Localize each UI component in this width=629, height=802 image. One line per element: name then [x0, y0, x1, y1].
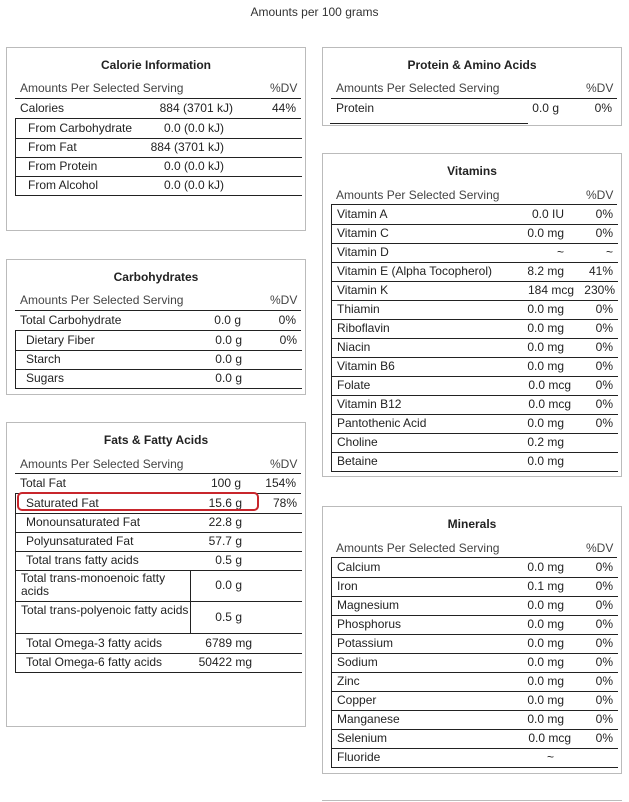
panel-title: Carbohydrates — [113, 270, 199, 284]
nutrient-dv: 0% — [595, 636, 613, 650]
nutrient-dv: 0% — [595, 731, 613, 745]
nutrient-dv: 0% — [595, 359, 613, 373]
nutrient-value: 22.8 g — [208, 515, 242, 529]
nutrient-dv: 78% — [272, 496, 297, 510]
nutrient-value: 0.1 mg — [527, 579, 564, 593]
nutrient-dv: 0% — [595, 226, 613, 240]
nutrient-row — [331, 748, 618, 768]
nutrient-dv: 230% — [584, 283, 615, 297]
nutrient-label: Vitamin A — [337, 207, 388, 221]
panel-title: Vitamins — [447, 164, 497, 178]
nutrient-row — [15, 119, 302, 139]
panel-title: Calorie Information — [100, 58, 211, 72]
nutrient-label: Vitamin B6 — [337, 359, 395, 373]
nutrient-label: Dietary Fiber — [26, 333, 95, 347]
nutrient-label: Total Omega-3 fatty acids — [26, 636, 163, 650]
nutrient-value: 0.2 mg — [527, 435, 564, 449]
cell-divider — [190, 602, 191, 633]
nutrient-value: 0.0 mg — [527, 454, 564, 468]
panel-title: Protein & Amino Acids — [407, 58, 537, 72]
nutrient-row — [15, 331, 302, 351]
nutrient-value: ~ — [546, 750, 554, 764]
nutrient-row — [15, 157, 302, 177]
nutrient-value: 0.5 g — [215, 553, 242, 567]
nutrient-label: Total trans fatty acids — [26, 553, 139, 567]
nutrient-label: Polyunsaturated Fat — [26, 534, 134, 548]
column-header-dv: %DV — [270, 457, 298, 471]
nutrient-dv: 0% — [595, 340, 613, 354]
nutrient-value: 15.6 g — [208, 496, 242, 510]
column-header-label: Amounts Per Selected Serving — [336, 81, 500, 95]
nutrient-row — [331, 395, 618, 415]
nutrient-value: 0.0 mg — [527, 617, 564, 631]
nutrient-row — [331, 262, 618, 282]
nutrient-row — [331, 710, 618, 730]
nutrient-label: Total trans-polyenoic fatty acids — [21, 603, 189, 617]
nutrient-row — [15, 176, 302, 196]
nutrient-label: Calories — [20, 101, 65, 115]
nutrient-value: 0.0 mg — [527, 321, 564, 335]
nutrient-row — [331, 615, 618, 635]
nutrient-value: 884 (3701 kJ) — [150, 140, 224, 154]
nutrient-value: 100 g — [210, 476, 241, 490]
nutrient-row — [15, 350, 302, 370]
nutrient-dv: 0% — [595, 655, 613, 669]
nutrient-dv: 0% — [595, 712, 613, 726]
nutrient-value: 0.0 mcg — [528, 397, 571, 411]
nutrient-row — [15, 532, 302, 552]
nutrient-label: Sodium — [337, 655, 378, 669]
nutrient-dv: 0% — [595, 302, 613, 316]
nutrient-label: Copper — [337, 693, 377, 707]
nutrient-label: Vitamin D — [337, 245, 389, 259]
nutrient-value: 884 (3701 kJ) — [159, 101, 233, 115]
protein-amino-acids-panel — [322, 47, 622, 126]
nutrient-value: 0.0 mg — [527, 636, 564, 650]
column-header-label: Amounts Per Selected Serving — [336, 188, 500, 202]
nutrient-value: 0.0 g — [215, 371, 242, 385]
nutrient-row — [331, 452, 618, 472]
nutrient-row — [331, 691, 618, 711]
nutrient-dv: 0% — [595, 416, 613, 430]
nutrient-label: From Alcohol — [28, 178, 99, 192]
nutrient-value: 0.0 mg — [527, 693, 564, 707]
nutrient-value: 0.0 mg — [527, 302, 564, 316]
nutrient-row — [331, 414, 618, 434]
nutrient-dv: 0% — [595, 617, 613, 631]
nutrient-dv: 0% — [595, 378, 613, 392]
nutrient-row — [15, 602, 302, 634]
nutrient-row — [15, 311, 301, 331]
nutrient-label: Calcium — [337, 560, 381, 574]
nutrient-value: 8.2 mg — [527, 264, 564, 278]
nutrient-row — [15, 99, 301, 119]
nutrient-label: From Protein — [28, 159, 98, 173]
nutrient-label: Vitamin B12 — [337, 397, 402, 411]
nutrient-dv: 0% — [595, 397, 613, 411]
nutrient-dv: 0% — [595, 321, 613, 335]
nutrient-row — [331, 729, 618, 749]
minerals-panel — [322, 506, 622, 774]
nutrient-value: 57.7 g — [208, 534, 242, 548]
nutrient-row — [331, 558, 618, 578]
column-header-label: Amounts Per Selected Serving — [20, 81, 184, 95]
nutrient-value: 0.0 mg — [527, 598, 564, 612]
nutrient-label: From Carbohydrate — [28, 121, 133, 135]
nutrient-label: Starch — [26, 352, 61, 366]
nutrient-value: 0.0 mg — [527, 712, 564, 726]
nutrient-dv: 41% — [588, 264, 613, 278]
nutrient-value: 0.0 g — [214, 313, 241, 327]
nutrient-row — [15, 551, 302, 571]
nutrient-value: 0.0 (0.0 kJ) — [163, 121, 224, 135]
nutrient-row — [331, 281, 618, 301]
panel-title: Fats & Fatty Acids — [103, 433, 209, 447]
nutrient-row — [15, 474, 301, 494]
column-header-dv: %DV — [270, 81, 298, 95]
nutrient-value: 0.0 g — [532, 101, 559, 115]
column-header-dv: %DV — [586, 541, 614, 555]
column-header-label: Amounts Per Selected Serving — [20, 457, 184, 471]
nutrient-row — [15, 634, 302, 654]
nutrient-dv: 44% — [271, 101, 296, 115]
nutrient-label: Iron — [337, 579, 358, 593]
nutrient-dv: 0% — [278, 313, 296, 327]
nutrient-row — [331, 577, 618, 597]
column-header-label: Amounts Per Selected Serving — [20, 293, 184, 307]
nutrient-dv: 0% — [279, 333, 297, 347]
nutrient-value: 0.0 IU — [531, 207, 564, 221]
nutrient-label: Pantothenic Acid — [337, 416, 427, 430]
nutrient-value: 0.0 mg — [527, 226, 564, 240]
nutrient-value: 0.0 g — [215, 578, 242, 592]
nutrient-value: 0.0 (0.0 kJ) — [163, 178, 224, 192]
nutrient-label: From Fat — [28, 140, 77, 154]
nutrient-label: Monounsaturated Fat — [26, 515, 141, 529]
nutrient-dv: 0% — [595, 560, 613, 574]
panel-title: Minerals — [447, 517, 497, 531]
nutrient-row — [331, 224, 618, 244]
column-header-dv: %DV — [586, 188, 614, 202]
nutrient-label: Phosphorus — [337, 617, 402, 631]
nutrient-label: Thiamin — [337, 302, 380, 316]
bottom-rule — [322, 800, 622, 801]
fats-fatty-acids-panel — [6, 422, 306, 727]
nutrient-value: 0.0 mg — [527, 560, 564, 574]
nutrient-label: Choline — [337, 435, 378, 449]
nutrient-label: Vitamin K — [337, 283, 389, 297]
nutrient-value: 0.0 (0.0 kJ) — [163, 159, 224, 173]
nutrient-row — [331, 596, 618, 616]
nutrient-dv: ~ — [605, 245, 613, 259]
page-header: Amounts per 100 grams — [250, 5, 379, 19]
nutrient-value: 0.5 g — [215, 610, 242, 624]
nutrient-label: Vitamin C — [337, 226, 389, 240]
nutrient-label: Niacin — [337, 340, 371, 354]
nutrient-row — [331, 653, 618, 673]
nutrient-row — [331, 634, 618, 654]
nutrient-dv: 0% — [595, 674, 613, 688]
nutrient-label: Betaine — [337, 454, 378, 468]
nutrient-row — [15, 653, 302, 673]
nutrient-row — [15, 369, 302, 389]
nutrient-value: 0.0 mg — [527, 416, 564, 430]
nutrient-row — [331, 376, 618, 396]
nutrient-label: Protein — [336, 101, 375, 115]
nutrient-row — [331, 99, 617, 118]
nutrient-value: 0.0 mg — [527, 340, 564, 354]
nutrient-value: 0.0 mg — [527, 674, 564, 688]
nutrient-value: ~ — [556, 245, 564, 259]
nutrient-label: Total Carbohydrate — [20, 313, 122, 327]
nutrient-row — [331, 433, 618, 453]
nutrient-dv: 0% — [595, 579, 613, 593]
nutrient-label: Magnesium — [337, 598, 400, 612]
nutrient-dv: 0% — [595, 207, 613, 221]
nutrient-label: Total trans-monoenoic fatty acids — [21, 571, 166, 598]
vitamins-panel — [322, 153, 622, 477]
nutrient-label: Selenium — [337, 731, 388, 745]
nutrient-row — [15, 513, 302, 533]
nutrient-row — [331, 357, 618, 377]
nutrient-dv: 0% — [595, 693, 613, 707]
carbohydrates-panel — [6, 259, 306, 395]
column-header-label: Amounts Per Selected Serving — [336, 541, 500, 555]
nutrient-row — [331, 205, 618, 225]
nutrient-label: Sugars — [26, 371, 65, 385]
nutrient-row — [331, 319, 618, 339]
nutrient-label: Total Omega-6 fatty acids — [26, 655, 163, 669]
nutrient-label: Folate — [337, 378, 371, 392]
nutrient-value: 0.0 g — [215, 352, 242, 366]
nutrient-value: 0.0 mcg — [528, 378, 571, 392]
cell-divider — [190, 570, 191, 601]
nutrient-row — [331, 243, 618, 263]
nutrient-label: Potassium — [337, 636, 394, 650]
calorie-information-panel — [6, 47, 306, 231]
nutrient-value: 50422 mg — [198, 655, 252, 669]
nutrient-value: 0.0 mg — [527, 655, 564, 669]
saturated-fat-highlight — [17, 492, 259, 511]
nutrient-label: Riboflavin — [337, 321, 390, 335]
column-header-dv: %DV — [586, 81, 614, 95]
nutrient-label: Saturated Fat — [26, 496, 99, 510]
nutrient-row — [331, 672, 618, 692]
nutrient-value: 0.0 mcg — [528, 731, 571, 745]
nutrient-label: Total Fat — [20, 476, 67, 490]
nutrient-label: Zinc — [337, 674, 360, 688]
nutrient-label: Fluoride — [337, 750, 381, 764]
protein-bottom-rule — [330, 123, 528, 124]
nutrient-dv: 0% — [595, 598, 613, 612]
nutrient-row — [15, 138, 302, 158]
nutrient-row — [331, 300, 618, 320]
nutrient-label: Manganese — [337, 712, 400, 726]
column-header-dv: %DV — [270, 293, 298, 307]
nutrient-value: 6789 mg — [205, 636, 252, 650]
nutrient-row — [15, 570, 302, 602]
nutrient-value: 184 mcg — [527, 283, 574, 297]
nutrient-value: 0.0 g — [215, 333, 242, 347]
nutrient-label: Vitamin E (Alpha Tocopherol) — [337, 264, 492, 278]
nutrient-dv: 154% — [265, 476, 296, 490]
nutrient-row — [331, 338, 618, 358]
nutrient-dv: 0% — [594, 101, 612, 115]
nutrient-value: 0.0 mg — [527, 359, 564, 373]
